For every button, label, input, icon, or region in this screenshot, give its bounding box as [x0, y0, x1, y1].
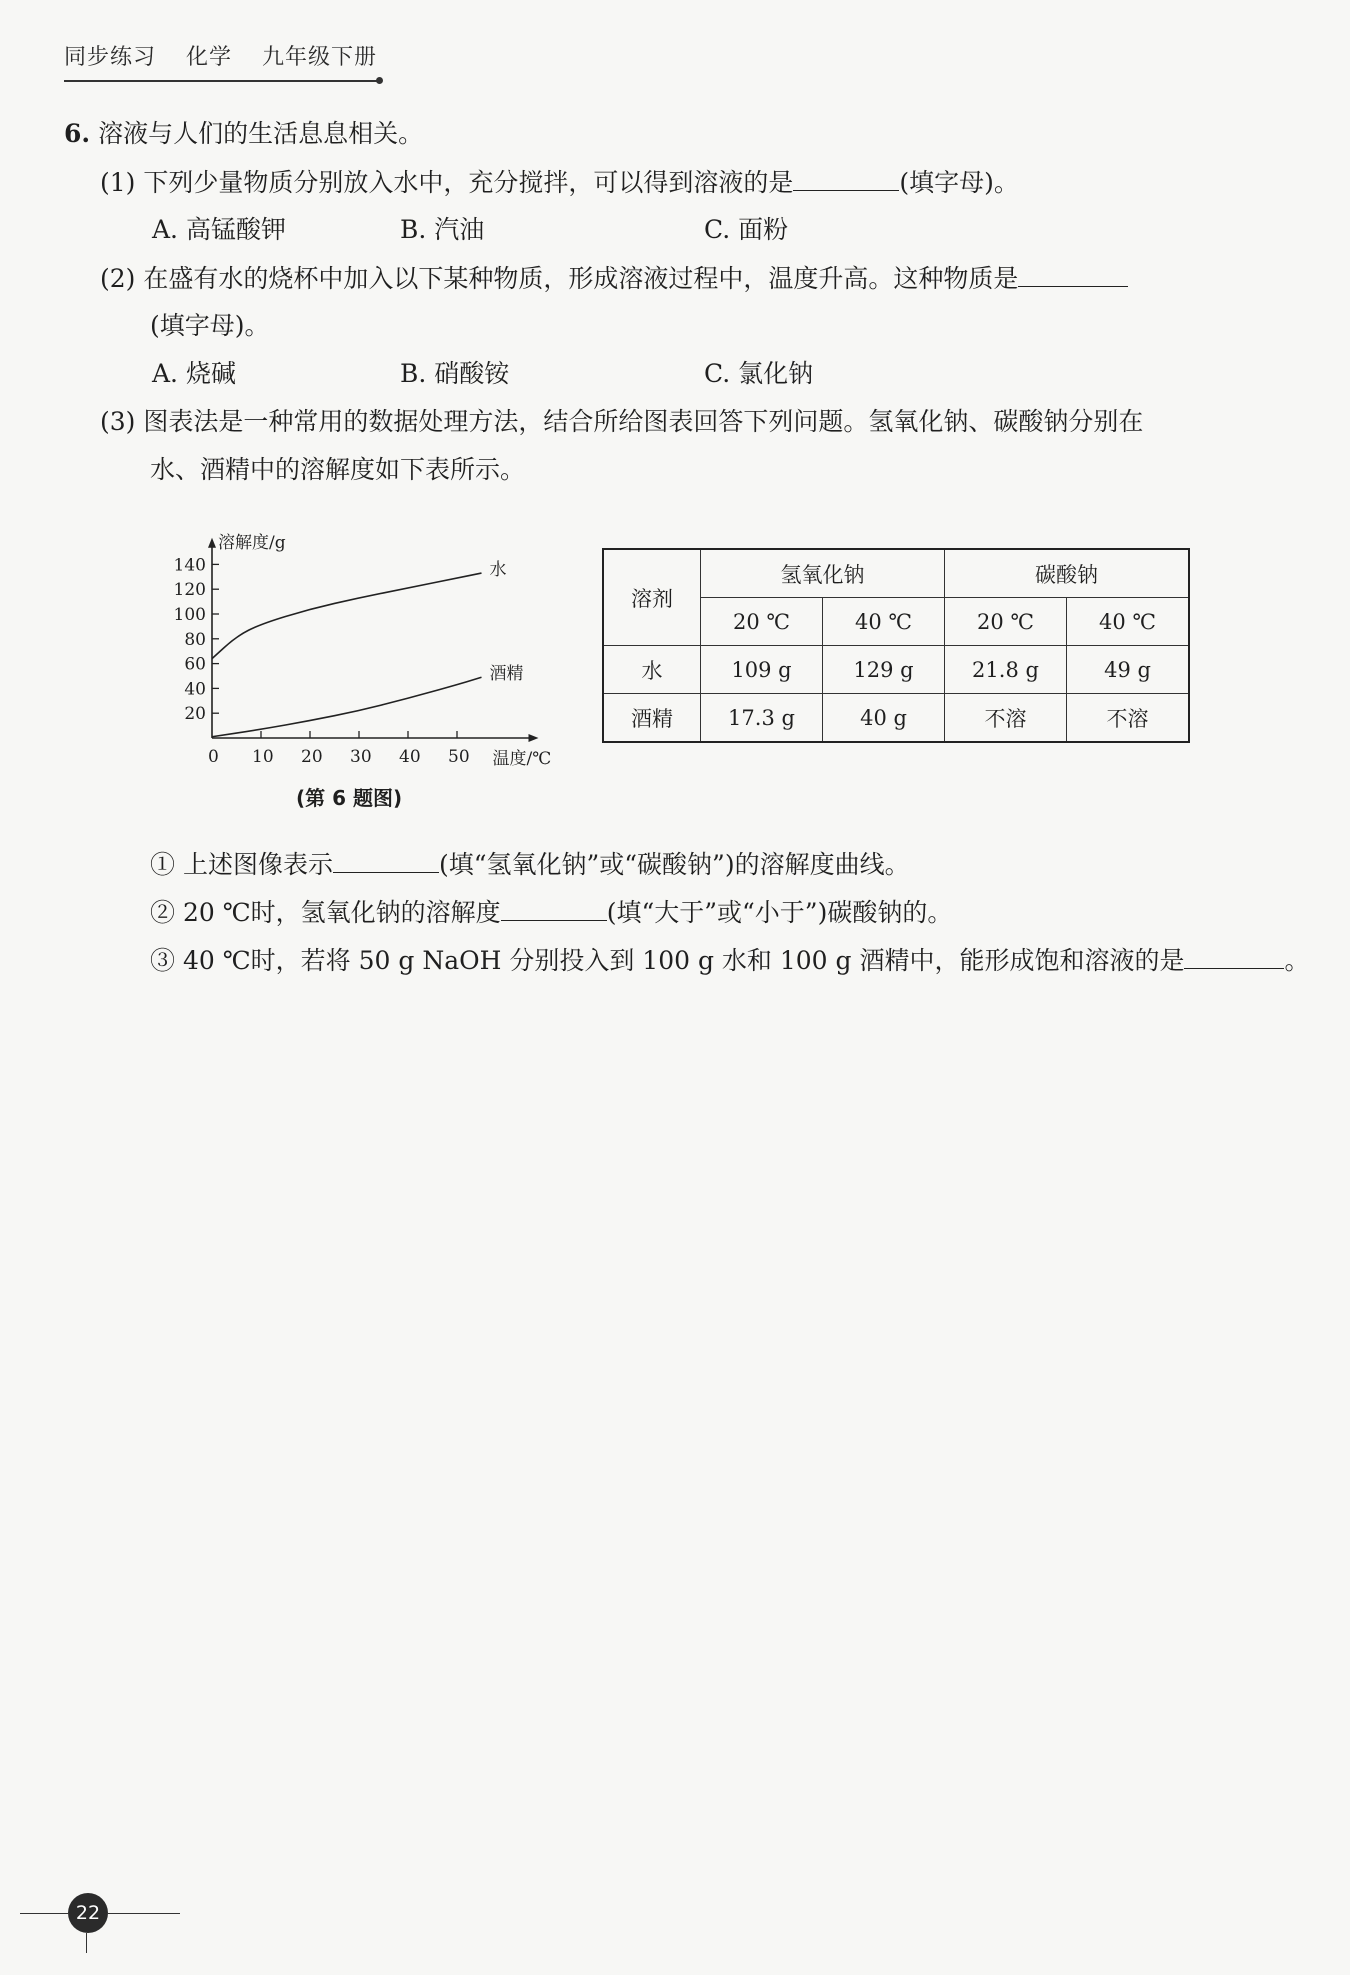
figure-caption: (第 6 题图)	[296, 786, 403, 810]
book-name: 同步练习	[64, 45, 157, 70]
table-cell: 17.3 g	[701, 694, 823, 743]
x-tick-label: 0	[208, 747, 219, 767]
part-1-option-c[interactable]: C. 面粉	[704, 215, 789, 244]
chart-series	[212, 560, 524, 737]
question-stem	[64, 118, 423, 150]
table-cell: 21.8 g	[945, 646, 1067, 694]
part-2-text: 在盛有水的烧杯中加入以下某种物质，形成溶液过程中，温度升高。这种物质是	[143, 264, 1019, 293]
question-number: 6.	[64, 119, 91, 148]
table-cell: 109 g	[701, 646, 823, 694]
part-3-number: (3)	[100, 407, 136, 436]
table-header-row	[603, 549, 1189, 598]
part-1-text: 下列少量物质分别放入水中，充分搅拌，可以得到溶液的是	[143, 168, 794, 197]
x-tick-label: 50	[448, 747, 470, 767]
part-3-text-1: 图表法是一种常用的数据处理方法，结合所给图表回答下列问题。氢氧化钠、碳酸钠分别在	[143, 407, 1144, 436]
sub-question-3-blank[interactable]	[1184, 944, 1284, 969]
table-row	[603, 646, 1189, 694]
part-2-option-a[interactable]: A. 烧碱	[152, 359, 236, 388]
part-1-blank[interactable]	[793, 166, 899, 191]
table-cell: 129 g	[823, 646, 945, 694]
part-1-number: (1)	[100, 168, 136, 197]
y-tick-label: 100	[173, 605, 206, 625]
sub-question-3-tail: 。	[1284, 946, 1310, 975]
part-3-text-2: 水、酒精中的溶解度如下表所示。	[150, 455, 526, 484]
sub-question-2-text: ② 20 ℃时，氢氧化钠的溶解度	[150, 898, 501, 927]
solubility-chart	[160, 516, 560, 776]
header-rule	[64, 80, 380, 82]
sub-question-1-tail: (填“氢氧化钠”或“碳酸钠”)的溶解度曲线。	[438, 850, 910, 879]
page-rule-left	[20, 1913, 68, 1914]
header-dot	[376, 77, 383, 84]
table-header-naoh: 氢氧化钠	[701, 549, 945, 598]
part-1-option-b[interactable]: B. 汽油	[400, 215, 485, 244]
sub-question-2-blank[interactable]	[501, 896, 607, 921]
x-tick-label: 10	[252, 747, 274, 767]
y-tick-label: 80	[184, 629, 206, 650]
sub-question-2	[150, 896, 952, 929]
table-cell: 不溶	[945, 694, 1067, 743]
series-line-0	[212, 573, 482, 659]
table-cell: 49 g	[1067, 646, 1190, 694]
part-3	[100, 406, 1143, 438]
sub-question-3	[150, 944, 1310, 977]
page-rule-right	[108, 1913, 180, 1914]
part-2-blank[interactable]	[1018, 262, 1128, 287]
y-tick-label: 140	[173, 555, 206, 576]
y-tick-label: 60	[184, 654, 206, 675]
table-temp: 20 ℃	[701, 598, 823, 646]
part-2-tail: (填字母)。	[150, 311, 270, 340]
y-tick-label: 40	[184, 679, 206, 700]
x-axis-arrow	[529, 734, 539, 742]
series-label-0: 水	[489, 560, 507, 581]
subject-name: 化学	[186, 45, 233, 70]
table-solvent: 酒精	[603, 694, 701, 743]
table-temp: 40 ℃	[1067, 598, 1190, 646]
y-tick-label: 20	[184, 704, 206, 725]
running-header	[64, 40, 399, 71]
sub-question-1-blank[interactable]	[333, 848, 439, 873]
x-tick-label: 40	[399, 747, 421, 767]
y-tick-label: 120	[173, 580, 206, 601]
y-axis-arrow	[208, 538, 216, 548]
part-2-option-c[interactable]: C. 氯化钠	[704, 359, 814, 388]
y-axis-label: 溶解度/g	[218, 532, 286, 553]
part-2	[100, 262, 1128, 295]
part-1-option-a[interactable]: A. 高锰酸钾	[152, 215, 286, 244]
table-cell: 40 g	[823, 694, 945, 743]
question-stem-text: 溶液与人们的生活息息相关。	[98, 119, 424, 148]
x-axis-label: 温度/℃	[492, 749, 552, 769]
series-label-1: 酒精	[489, 664, 524, 685]
page-number: 22	[68, 1893, 108, 1933]
part-2-number: (2)	[100, 264, 136, 293]
table-temp: 20 ℃	[945, 598, 1067, 646]
grade-name: 九年级下册	[262, 45, 378, 70]
table-header-solvent: 溶剂	[603, 549, 701, 646]
part-2-option-b[interactable]: B. 硝酸铵	[400, 359, 510, 388]
x-tick-label: 20	[301, 747, 323, 767]
x-tick-label: 30	[350, 747, 372, 767]
table-header-na2co3: 碳酸钠	[945, 549, 1190, 598]
part-1-tail: (填字母)。	[899, 168, 1019, 197]
sub-question-1	[150, 848, 910, 881]
series-line-1	[212, 677, 482, 737]
sub-question-2-tail: (填“大于”或“小于”)碳酸钠的。	[606, 898, 953, 927]
sub-question-3-text: ③ 40 ℃时，若将 50 g NaOH 分别投入到 100 g 水和 100 g 酒精中，能形成饱和溶液的是	[150, 946, 1185, 975]
page-tick	[86, 1933, 87, 1953]
table-temp: 40 ℃	[823, 598, 945, 646]
sub-question-1-text: ① 上述图像表示	[150, 850, 333, 879]
table-row	[603, 694, 1189, 743]
table-solvent: 水	[603, 646, 701, 694]
table-cell: 不溶	[1067, 694, 1190, 743]
part-1	[100, 166, 1019, 199]
solubility-table	[602, 548, 1190, 743]
